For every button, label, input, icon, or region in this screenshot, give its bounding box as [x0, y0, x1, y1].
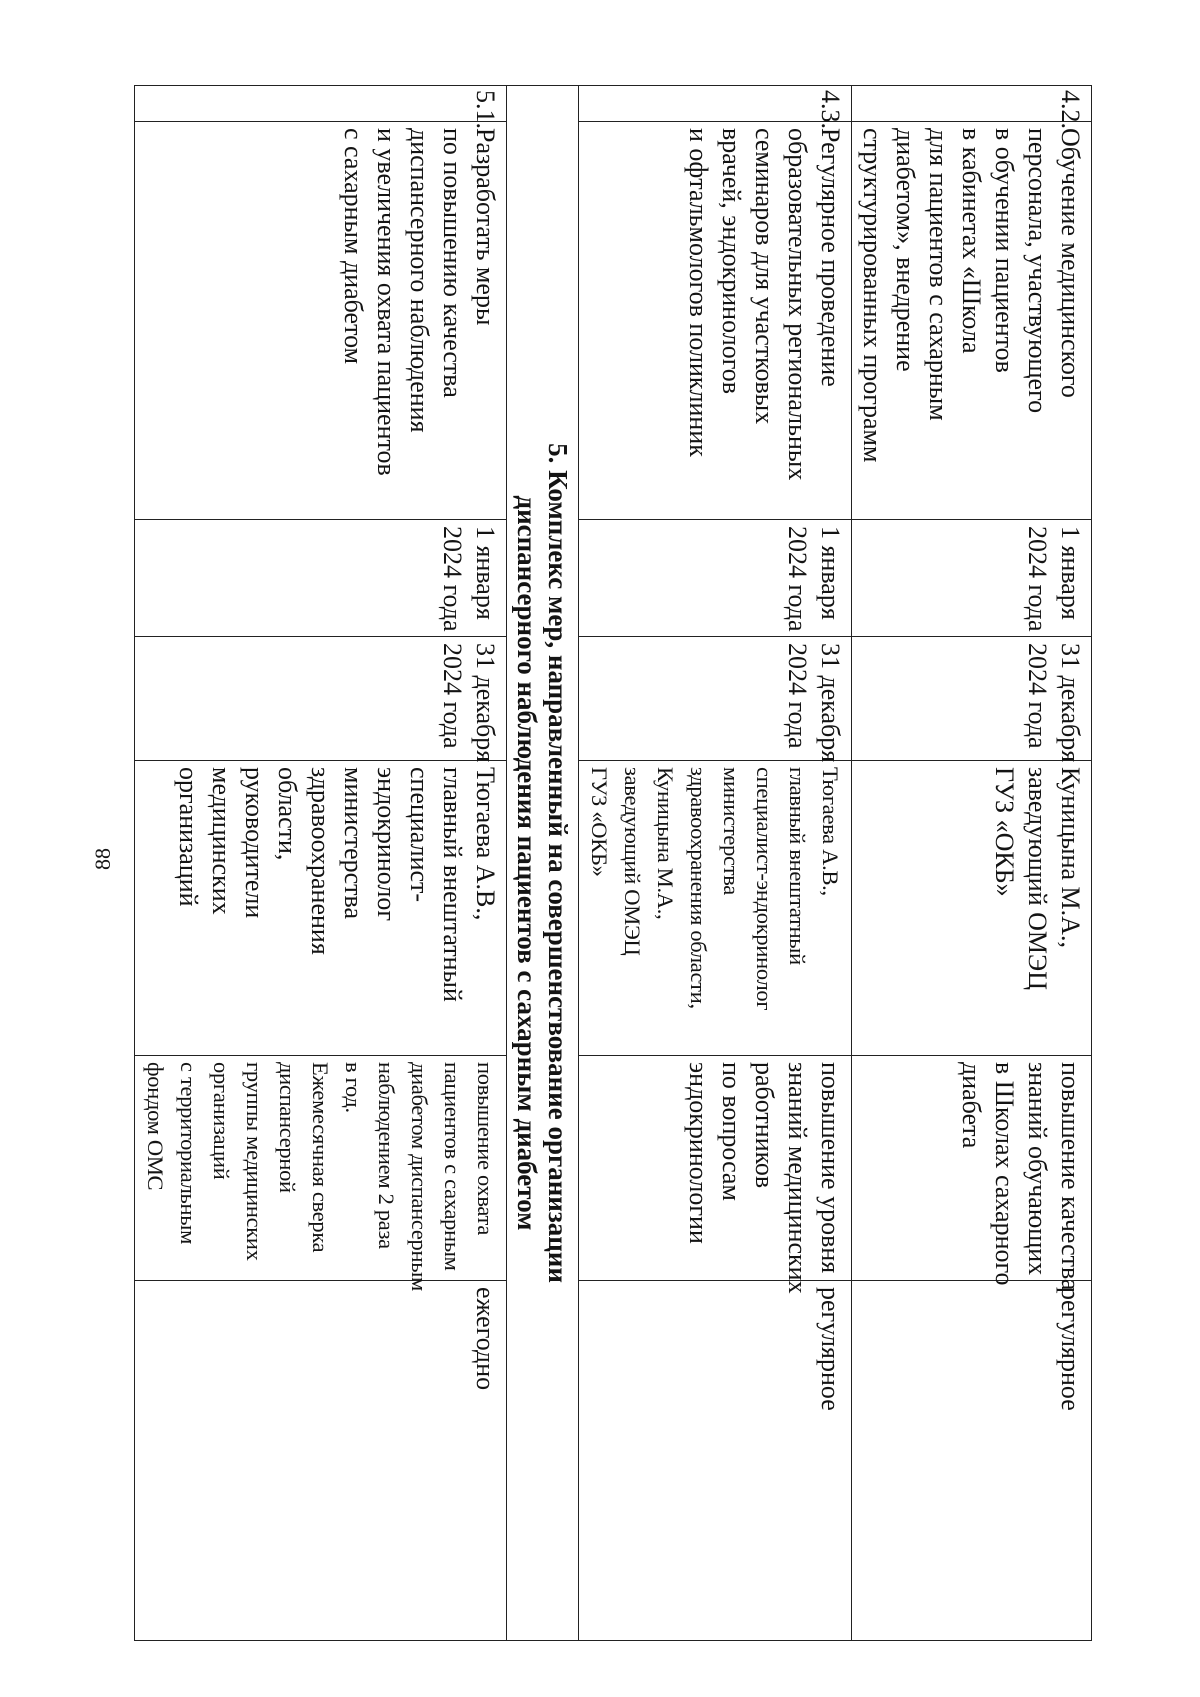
text-line: здравоохранения: [306, 767, 335, 955]
text-line: в Школах сахарного: [990, 1062, 1019, 1286]
text-line: знаний обучающих: [1023, 1062, 1052, 1276]
text-line: организаций: [209, 1062, 234, 1180]
rotated-table-container: [143, 85, 1092, 1640]
section-heading-row: [507, 86, 579, 1641]
text-line: главный внештатный: [785, 767, 810, 965]
start-date-cell: [852, 520, 1092, 637]
text-line: в обучении пациентов: [990, 128, 1019, 373]
responsible-cell: [135, 761, 507, 1056]
text-line: диабетом», внедрение: [891, 128, 920, 372]
responsible-cell: [579, 761, 852, 1056]
section-heading: [507, 86, 579, 1641]
text-line: 2024 года: [783, 526, 812, 632]
table-row-5-1: [135, 86, 507, 1641]
text-line: работников: [750, 1062, 779, 1189]
regularity-cell: регулярное: [579, 1281, 852, 1641]
text-line: с территориальным: [176, 1062, 201, 1245]
text-line: Регулярное проведение: [816, 128, 845, 387]
text-line: Куницына М.А.,: [653, 767, 678, 920]
text-line: 1 января: [471, 526, 500, 620]
text-line: по повышению качества: [438, 128, 467, 398]
text-line: диабета: [957, 1062, 986, 1149]
text-line: для пациентов с сахарным: [924, 128, 953, 421]
text-line: заведующий ОМЭЦ: [620, 767, 645, 956]
text-line: организаций: [174, 767, 203, 907]
text-line: группы медицинских: [242, 1062, 267, 1261]
text-line: здравоохранения области,: [686, 767, 711, 1009]
result-cell: [135, 1056, 507, 1291]
text-line: эндокринолог: [372, 767, 401, 922]
text-line: министерства: [719, 767, 744, 895]
start-date-cell: [579, 520, 852, 637]
text-line: Ежемесячная сверка: [308, 1062, 333, 1253]
regularity-cell: регулярное: [852, 1281, 1092, 1641]
text-line: и увеличения охвата пациентов: [372, 128, 401, 476]
text-line: 1 января: [1056, 526, 1085, 620]
activity-cell: [135, 122, 507, 520]
text-line: диабетом диспансерным: [407, 1062, 432, 1291]
text-line: повышение охвата: [473, 1062, 498, 1236]
result-cell: [852, 1056, 1092, 1291]
start-date-cell: [135, 520, 507, 637]
text-line: 1 января: [816, 526, 845, 620]
text-line: Куницына М.А.,: [1056, 767, 1085, 948]
measures-table: [134, 85, 1092, 1641]
text-line: наблюдением 2 раза: [374, 1062, 399, 1249]
text-line: диспансерного наблюдения: [405, 128, 434, 433]
text-line: специалист-эндокринолог: [752, 767, 777, 1011]
text-line: повышение уровня: [816, 1062, 845, 1274]
end-date-cell: [135, 637, 507, 761]
text-line: повышение качества: [1056, 1062, 1085, 1291]
text-line: руководители: [240, 767, 269, 919]
text-line: 2024 года: [438, 526, 467, 632]
text-line: 2024 года: [1023, 526, 1052, 632]
end-date-cell: [852, 637, 1092, 761]
text-line: министерства: [339, 767, 368, 920]
text-line: и офтальмологов поликлиник: [684, 128, 713, 457]
text-line: в кабинетах «Школа: [957, 128, 986, 354]
page-number: 88: [90, 848, 115, 870]
text-line: 31 декабря: [471, 643, 500, 763]
text-line: ГУЗ «ОКБ»: [587, 767, 612, 877]
responsible-cell: [852, 761, 1092, 1056]
text-line: Разработать меры: [471, 128, 500, 326]
text-line: диспансерной: [275, 1062, 300, 1193]
text-line: знаний медицинских: [783, 1062, 812, 1294]
text-line: в год.: [341, 1062, 366, 1113]
text-line: заведующий ОМЭЦ: [1023, 767, 1052, 990]
activity-cell: [579, 122, 852, 520]
text-line: по вопросам: [717, 1062, 746, 1201]
activity-cell: [852, 122, 1092, 520]
row-number: 5.1.: [135, 86, 507, 122]
text-line: Тюгаева А.В.,: [471, 767, 500, 921]
text-line: специалист-: [405, 767, 434, 903]
text-line: медицинских: [207, 767, 236, 915]
text-line: семинаров для участковых: [750, 128, 779, 425]
text-line: Обучение медицинского: [1056, 128, 1085, 398]
end-date-cell: [579, 637, 852, 761]
text-line: 31 декабря: [816, 643, 845, 763]
table-row-4-2: [852, 86, 1092, 1641]
regularity-cell: ежегодно: [135, 1281, 507, 1641]
text-line: врачей, эндокринологов: [717, 128, 746, 394]
text-line: пациентов с сахарным: [440, 1062, 465, 1271]
section-heading-line: 5. Комплекс мер, направленный на совершенствование организации: [543, 443, 574, 1283]
row-number: 4.3.: [579, 86, 852, 122]
section-heading-line: диспансерного наблюдения пациентов с сахарным диабетом: [512, 495, 543, 1231]
text-line: 2024 года: [783, 643, 812, 749]
text-line: эндокринологии: [684, 1062, 713, 1244]
text-line: структурированных программ: [858, 128, 887, 463]
text-line: образовательных региональных: [783, 128, 812, 481]
text-line: с сахарным диабетом: [339, 128, 368, 365]
text-line: Тюгаева А.В.,: [818, 767, 843, 896]
text-line: 2024 года: [438, 643, 467, 749]
text-line: 31 декабря: [1056, 643, 1085, 763]
text-line: фондом ОМС: [143, 1062, 168, 1191]
table-row-4-3: [579, 86, 852, 1641]
text-line: главный внештатный: [438, 767, 467, 1002]
text-line: ГУЗ «ОКБ»: [990, 767, 1019, 897]
result-cell: [579, 1056, 852, 1294]
text-line: области,: [273, 767, 302, 861]
text-line: персонала, участвующего: [1023, 128, 1052, 414]
text-line: 2024 года: [1023, 643, 1052, 749]
row-number: 4.2.: [852, 86, 1092, 122]
